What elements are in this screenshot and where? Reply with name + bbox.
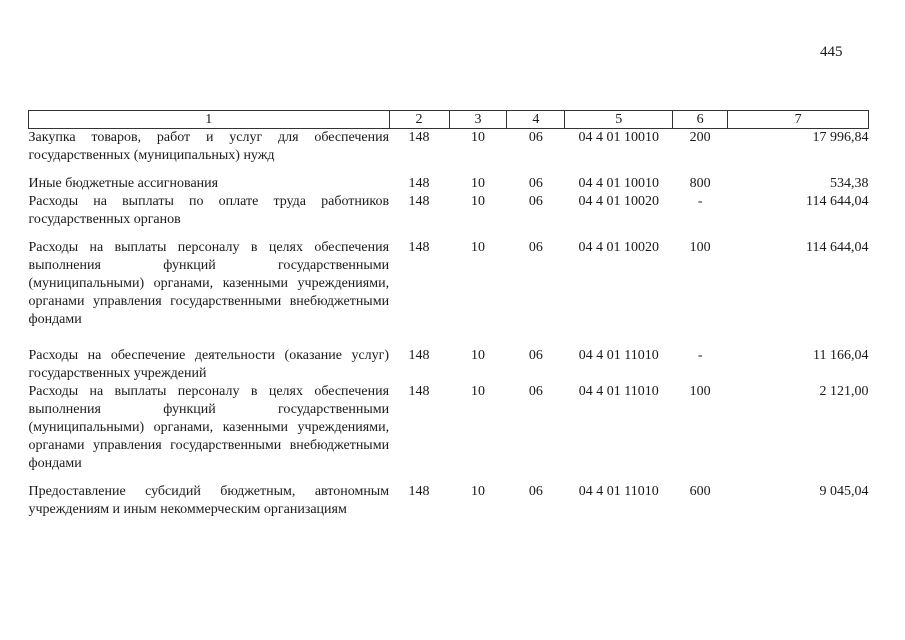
subsection-code: 06 <box>528 240 543 255</box>
amount: 9 045,04 <box>819 484 869 499</box>
table-row <box>29 347 869 383</box>
target-item-code: 04 4 01 10010 <box>578 176 660 191</box>
header-row <box>29 111 869 129</box>
expense-type-code: 200 <box>689 130 711 145</box>
target-item-code: 04 4 01 10010 <box>578 130 660 145</box>
budget-table <box>28 110 869 519</box>
expense-name: Расходы на выплаты персоналу в целях обеспечения выполнения функций государственными (муниципальными) органами, казенными учреждениями, органами управления государственными внебюджетными фондами <box>28 240 390 327</box>
subsection-code: 06 <box>528 484 543 499</box>
expense-type-code: - <box>697 348 703 363</box>
amount: 11 166,04 <box>813 348 869 363</box>
ministry-code: 148 <box>408 384 430 399</box>
target-item-code: 04 4 01 11010 <box>578 484 659 499</box>
expense-name: Иные бюджетные ассигнования <box>28 176 219 191</box>
expense-name: Расходы на выплаты персоналу в целях обеспечения выполнения функций государственными (муниципальными) органами, казенными учреждениями, органами управления государственными внебюджетными фондами <box>28 384 390 471</box>
target-item-code: 04 4 01 11010 <box>578 348 659 363</box>
subsection-code: 06 <box>528 130 543 145</box>
expense-name: Закупка товаров, работ и услуг для обеспечения государственных (муниципальных) нужд <box>28 130 390 163</box>
col-header-5: 5 <box>565 111 673 129</box>
section-code: 10 <box>470 130 485 145</box>
table-row <box>29 193 869 239</box>
col-header-6: 6 <box>673 111 728 129</box>
target-item-code: 04 4 01 10020 <box>578 240 660 255</box>
ministry-code: 148 <box>408 194 430 209</box>
section-code: 10 <box>470 384 485 399</box>
table-row <box>29 383 869 483</box>
expense-type-code: 600 <box>689 484 711 499</box>
subsection-code: 06 <box>528 194 543 209</box>
section-code: 10 <box>470 484 485 499</box>
expense-type-code: 100 <box>689 384 711 399</box>
subsection-code: 06 <box>528 348 543 363</box>
amount: 17 996,84 <box>812 130 869 145</box>
expense-name: Расходы на обеспечение деятельности (оказание услуг) государственных учреждений <box>28 348 390 381</box>
ministry-code: 148 <box>408 130 430 145</box>
col-header-1: 1 <box>29 111 390 129</box>
section-code: 10 <box>470 194 485 209</box>
subsection-code: 06 <box>528 384 543 399</box>
expense-name: Предоставление субсидий бюджетным, автономным учреждениям и иным некоммерческим организациям <box>28 484 390 517</box>
section-code: 10 <box>470 240 485 255</box>
col-header-4: 4 <box>507 111 565 129</box>
col-header-7: 7 <box>728 111 869 129</box>
ministry-code: 148 <box>408 176 430 191</box>
col-header-2: 2 <box>389 111 449 129</box>
expense-name: Расходы на выплаты по оплате труда работников государственных органов <box>28 194 390 227</box>
amount: 2 121,00 <box>819 384 869 399</box>
expense-type-code: 800 <box>689 176 711 191</box>
ministry-code: 148 <box>408 484 430 499</box>
amount: 114 644,04 <box>806 194 869 209</box>
amount: 114 644,04 <box>806 240 869 255</box>
target-item-code: 04 4 01 11010 <box>578 384 659 399</box>
col-header-3: 3 <box>449 111 507 129</box>
table-row <box>29 175 869 193</box>
target-item-code: 04 4 01 10020 <box>578 194 660 209</box>
table-row <box>29 483 869 519</box>
expense-type-code: 100 <box>689 240 711 255</box>
expense-type-code: - <box>697 194 703 209</box>
section-code: 10 <box>470 176 485 191</box>
page-number: 445 <box>820 44 843 60</box>
amount: 534,38 <box>830 176 869 191</box>
subsection-code: 06 <box>528 176 543 191</box>
table-row <box>29 129 869 176</box>
table-row <box>29 239 869 347</box>
ministry-code: 148 <box>408 240 430 255</box>
ministry-code: 148 <box>408 348 430 363</box>
section-code: 10 <box>470 348 485 363</box>
